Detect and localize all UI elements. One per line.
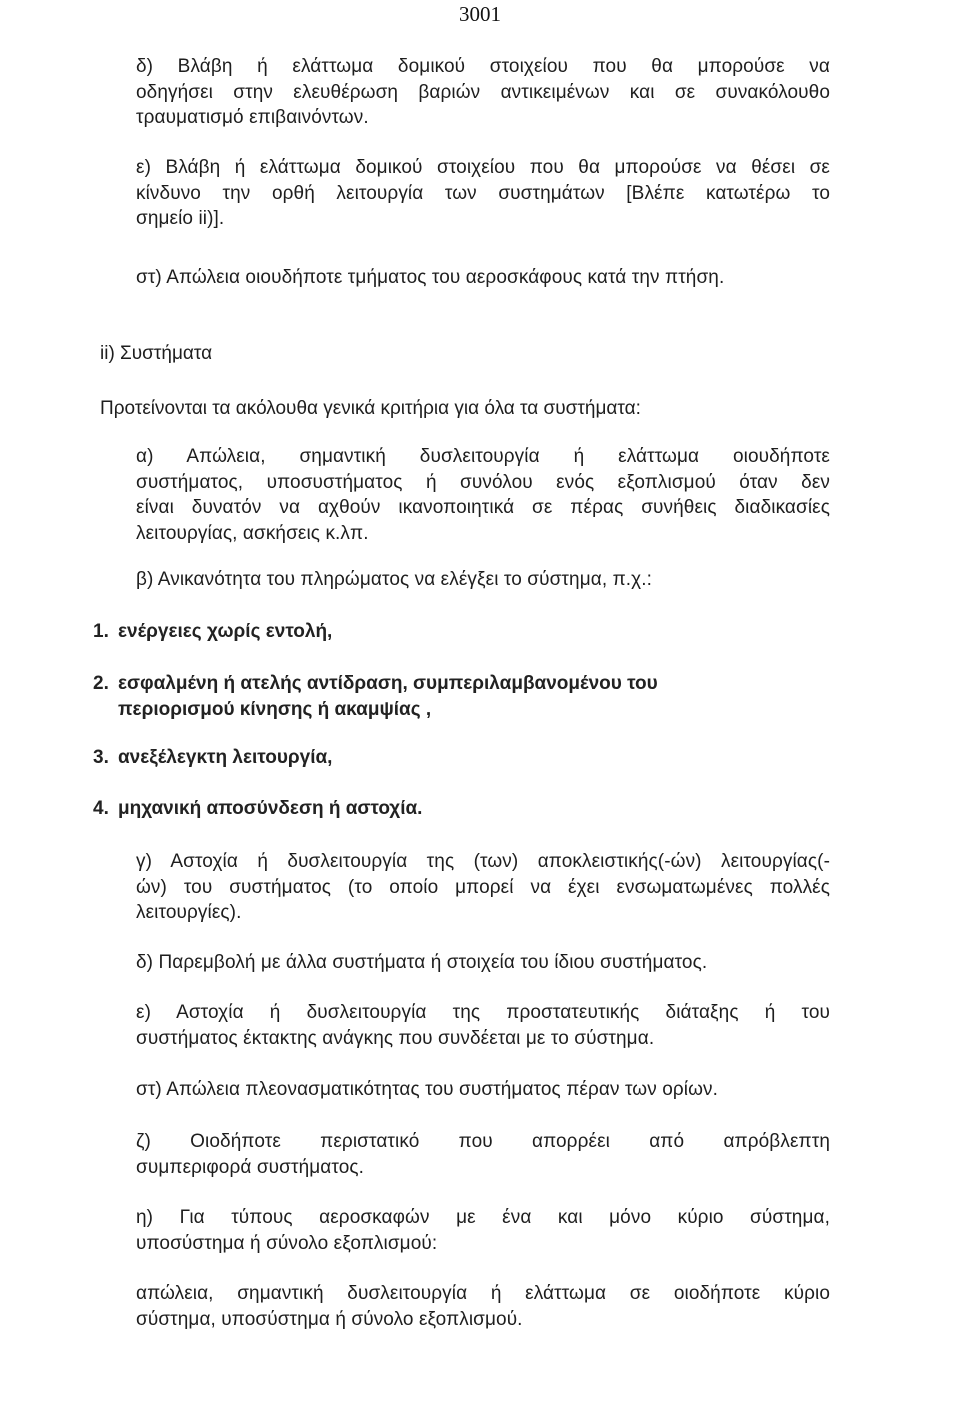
text-line: δ) Παρεμβολή με άλλα συστήματα ή στοιχεία του ίδιου συστήματος. xyxy=(136,952,708,973)
text-line: α) Απώλεια, σημαντική δυσλειτουργία ή ελάττωμα οιουδήποτε xyxy=(136,446,830,467)
text-line: συμπεριφορά συστήματος. xyxy=(136,1156,365,1178)
section-heading-systems: ii) Συστήματα xyxy=(100,343,213,364)
text-line: γ) Αστοχία ή δυσλειτουργία της (των) αποκλειστικής(-ών) λειτουργίας(- xyxy=(136,851,830,872)
item-text: ανεξέλεγκτη λειτουργία, xyxy=(118,747,333,768)
item-number: 1. xyxy=(93,621,109,642)
text-line: λειτουργίας, ασκήσεις κ.λπ. xyxy=(136,522,369,544)
item-systems-d xyxy=(136,950,830,976)
text-line: σύστημα, υποσύστημα ή σύνολο εξοπλισμού. xyxy=(136,1308,523,1330)
item-systems-z xyxy=(136,1129,830,1180)
text-line: υποσύστημα ή σύνολο εξοπλισμού: xyxy=(136,1232,438,1254)
numbered-item-1 xyxy=(93,619,793,645)
item-systems-h xyxy=(136,1205,830,1256)
item-number: 4. xyxy=(93,798,109,819)
text-line: σημείο ii)]. xyxy=(136,208,225,229)
item-systems-st xyxy=(136,1077,830,1103)
item-systems-e xyxy=(136,1000,830,1051)
page-number: 3001 xyxy=(459,2,501,26)
item-text: μηχανική αποσύνδεση ή αστοχία. xyxy=(118,798,423,819)
text-line: οδηγήσει στην ελευθέρωση βαριών αντικειμένων και σε συνακόλουθο xyxy=(136,81,830,103)
text-line: συστήματος έκτακτης ανάγκης που συνδέεται με το σύστημα. xyxy=(136,1027,655,1049)
numbered-item-3 xyxy=(93,745,793,771)
item-structural-st xyxy=(136,265,830,291)
item-text: περιορισμού κίνησης ή ακαμψίας , xyxy=(118,698,432,720)
text-line: κίνδυνο την ορθή λειτουργία των συστημάτων [Βλέπε κατωτέρω το xyxy=(136,182,830,204)
item-text: ενέργειες χωρίς εντολή, xyxy=(118,621,333,642)
text-line: ζ) Οιοδήποτε περιστατικό που απορρέει από απρόβλεπτη xyxy=(136,1131,830,1152)
item-systems-a xyxy=(136,444,830,546)
text-line: στ) Απώλεια πλεονασματικότητας του συστήματος πέραν των ορίων. xyxy=(136,1079,719,1100)
item-systems-h-detail xyxy=(136,1281,830,1332)
text-line: δ) Βλάβη ή ελάττωμα δομικού στοιχείου που θα μπορούσε να xyxy=(136,56,830,77)
numbered-item-2 xyxy=(93,671,793,722)
text-line: ε) Βλάβη ή ελάττωμα δομικού στοιχείου που θα μπορούσε να θέσει σε xyxy=(136,157,830,178)
item-structural-e xyxy=(136,155,830,232)
item-number: 2. xyxy=(93,673,109,694)
text-line: η) Για τύπους αεροσκαφών με ένα και μόνο κύριο σύστημα, xyxy=(136,1207,830,1228)
text-line: είναι δυνατόν να αχθούν ικανοποιητικά σε πέρας συνήθεις διαδικασίες xyxy=(136,497,830,518)
text-line: τραυματισμό επιβαινόντων. xyxy=(136,107,369,128)
intro-paragraph: Προτείνονται τα ακόλουθα γενικά κριτήρια για όλα τα συστήματα: xyxy=(100,398,641,419)
text-line: απώλεια, σημαντική δυσλειτουργία ή ελάττωμα σε οιοδήποτε κύριο xyxy=(136,1283,830,1304)
text-line: β) Ανικανότητα του πληρώματος να ελέγξει το σύστημα, π.χ.: xyxy=(136,569,653,590)
item-systems-g xyxy=(136,849,830,926)
item-systems-b xyxy=(136,567,830,593)
item-structural-d xyxy=(136,54,830,131)
text-line: ών) του συστήματος (το οποίο μπορεί να έχει ενσωματωμένες πολλές xyxy=(136,876,830,898)
text-line: ε) Αστοχία ή δυσλειτουργία της προστατευτικής διάταξης ή του xyxy=(136,1002,830,1023)
text-line: συστήματος, υποσυστήματος ή συνόλου ενός εξοπλισμού όταν δεν xyxy=(136,471,830,493)
numbered-item-4 xyxy=(93,796,793,822)
item-number: 3. xyxy=(93,747,109,768)
text-line: λειτουργίες). xyxy=(136,902,242,923)
item-text: εσφαλμένη ή ατελής αντίδραση, συμπεριλαμβανομένου του xyxy=(118,673,658,694)
text-line: στ) Απώλεια οιουδήποτε τμήματος του αεροσκάφους κατά την πτήση. xyxy=(136,267,725,288)
